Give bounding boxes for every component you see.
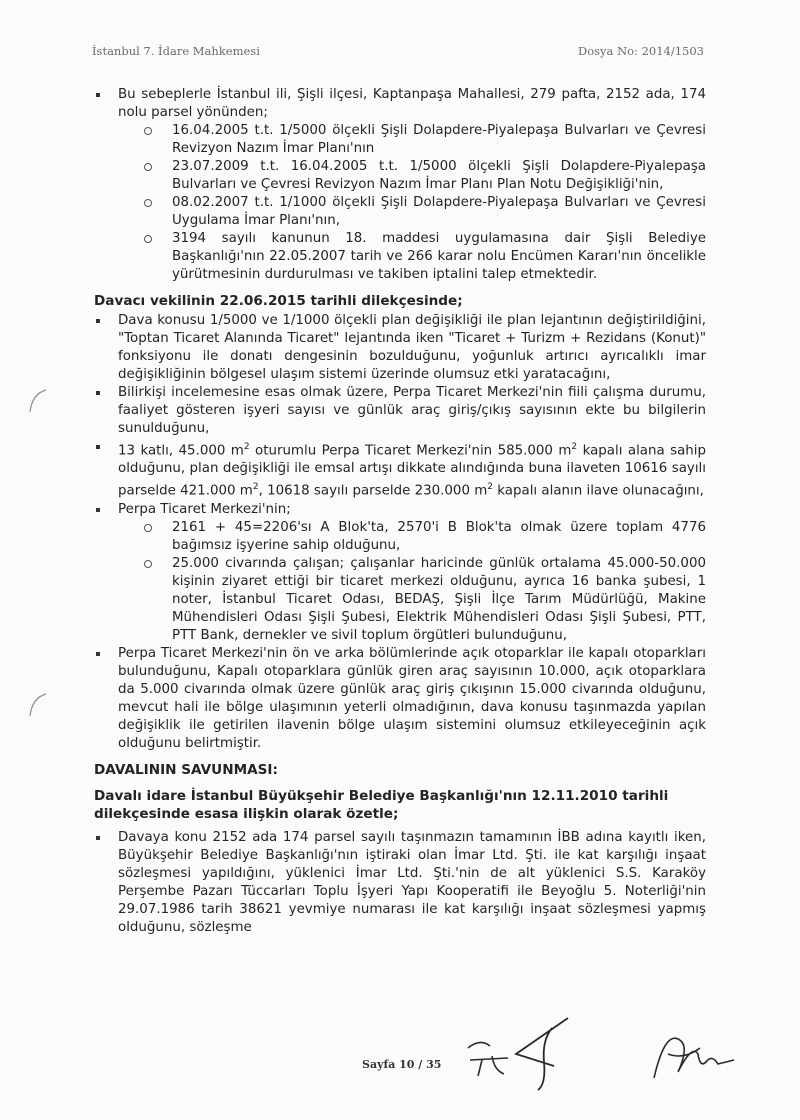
file-number: Dosya No: 2014/1503 (578, 44, 704, 58)
page-header (0, 44, 800, 64)
list-item: Perpa Ticaret Merkezi'nin; 2161 + 45=2206'sı A Blok'ta, 2570'i B Blok'ta olmak üzere toplam 4776 bağımsız işyerine sahip olduğunu, 25.000 civarında çalışan; çalışanlar haricinde günlük ortalama 45.000-50.000 kişinin ziyaret ettiği bir ticaret merkezi olduğunu, ayrıca 16 banka şubesi, 1 noter, İstanbul Ticaret Odası, BEDAŞ, Şişli İlçe Tarım Müdürlüğü, Makine Mühendisleri Odası Şişli Şubesi, Elektrik Mühendisleri Odası Şişli Şubesi, PTT, PTT Bank, dernekler ve sivil toplum örgütleri bulunduğunu, (94, 501, 706, 645)
section-heading: DAVALININ SAVUNMASI: (94, 761, 278, 778)
list-item: Bilirkişi incelemesine esas olmak üzere, Perpa Ticaret Merkezi'nin fiili çalışma durumu, faaliyet gösteren işyeri sayısı ve günlük araç giriş/çıkış sayısının ekte bu bilgilerin sunulduğunu, (94, 384, 706, 438)
sub-list-item: 08.02.2007 t.t. 1/1000 ölçekli Şişli Dolapdere-Piyalepaşa Bulvarları ve Çevresi Uygulama İmar Planı'nın, (142, 194, 706, 230)
binder-hole-mark (28, 388, 48, 414)
list-item: Dava konusu 1/5000 ve 1/1000 ölçekli plan değişikliği ile plan lejantının değiştirildiğini, "Toptan Ticaret Alanında Ticaret" lejantında iken "Ticaret + Turizm + Rezidans (Konut)" fonksiyonu ile donatı dengesinin bozulduğunu, yoğunluk artırıcı ayrıcalıklı imar değişikliğinin bölgesel ulaşım sistemi üzerinde olumsuz etki yaratacağını, (94, 312, 706, 384)
list-item: Perpa Ticaret Merkezi'nin ön ve arka bölümlerinde açık otoparklar ile kapalı otoparkları bulunduğunu, Kapalı otoparklara günlük giren araç sayısının 10.000, açık otoparklara da 5.000 civarında olmak üzere günlük araç giriş çıkışının 15.000 civarında olduğunu, mevcut hali ile bölge ulaşımının yeterli olmadığının, dava konusu taşınmazda yapılan değişiklik ile getirilen ilavenin bölge ulaşım sistemini olumsuz etkileyeceğinin açık olduğunu belirtmiştir. (94, 645, 706, 753)
sub-list-item: 3194 sayılı kanunun 18. maddesi uygulamasına dair Şişli Belediye Başkanlığı'nın 22.05.2007 tarih ve 266 karar nolu Encümen Kararı'nın öncelikle yürütmesinin durdurulması ve takiben iptalini talep etmektedir. (142, 230, 706, 284)
sub-list-item: 23.07.2009 t.t. 16.04.2005 t.t. 1/5000 ölçekli Şişli Dolapdere-Piyalepaşa Bulvarları ve Çevresi Revizyon Nazım İmar Planı Plan Notu Değişikliği'nin, (142, 158, 706, 194)
signature-mark (648, 1024, 738, 1090)
sub-list-item: 2161 + 45=2206'sı A Blok'ta, 2570'i B Blok'ta olmak üzere toplam 4776 bağımsız işyerine sahip olduğunu, (142, 519, 706, 555)
section-subheading: Davalı idare İstanbul Büyükşehir Belediye Başkanlığı'nın 12.11.2010 tarihli dilekçesinde esasa ilişkin olarak özetle; (94, 787, 669, 822)
sub-list-item: 16.04.2005 t.t. 1/5000 ölçekli Şişli Dolapdere-Piyalepaşa Bulvarları ve Çevresi Revizyon Nazım İmar Planı'nın (142, 122, 706, 158)
binder-hole-mark (28, 692, 48, 718)
sub-list-item: 25.000 civarında çalışan; çalışanlar haricinde günlük ortalama 45.000-50.000 kişinin ziyaret ettiği bir ticaret merkezi olduğunu, ayrıca 16 banka şubesi, 1 noter, İstanbul Ticaret Odası, BEDAŞ, Şişli İlçe Tarım Müdürlüğü, Makine Mühendisleri Odası Şişli Şubesi, Elektrik Mühendisleri Odası Şişli Şubesi, PTT, PTT Bank, dernekler ve sivil toplum örgütleri bulunduğunu, (142, 555, 706, 645)
document-body (94, 86, 706, 937)
intro-text: Bu sebeplerle İstanbul ili, Şişli ilçesi, Kaptanpaşa Mahallesi, 279 pafta, 2152 ada, 174 nolu parsel yönünden; (118, 87, 706, 120)
list-item: Davaya konu 2152 ada 174 parsel sayılı taşınmazın tamamının İBB adına kayıtlı iken, Büyükşehir Belediye Başkanlığı'nın iştiraki olan İmar Ltd. Şti. ile kat karşılığı inşaat sözleşmesi yapıldığını, yüklenici İmar Ltd. Şti.'nin de alt yüklenici S.S. Karaköy Perşembe Pazarı Tüccarları Toplu İşyeri Yapı Kooperatifi ile Beyoğlu 5. Noterliği'nin 29.07.1986 tarih 38621 yevmiye numarası ile kat karşılığı inşaat sözleşmesi yapmış olduğunu, sözleşme (94, 829, 706, 937)
signature-mark (508, 1010, 578, 1094)
page-number: Sayfa 10 / 35 (362, 1058, 442, 1071)
list-item: 13 katlı, 45.000 $m^2$ oturumlu Perpa Ticaret Merkezi'nin 585.000 $m^2$ kapalı alana sahip olduğunu, plan değişikliği ile emsal artışı dikkate alındığında buna ilaveten 10616 sayılı parselde 421.000 $m^2$, 10618 sayılı parselde 230.000 $m^2$ kapalı alanın ilave olunacağını, (94, 438, 706, 501)
section-heading: Davacı vekilinin 22.06.2015 tarihli dilekçesinde; (94, 293, 463, 309)
court-name: İstanbul 7. İdare Mahkemesi (92, 44, 260, 58)
list-item (94, 86, 706, 284)
